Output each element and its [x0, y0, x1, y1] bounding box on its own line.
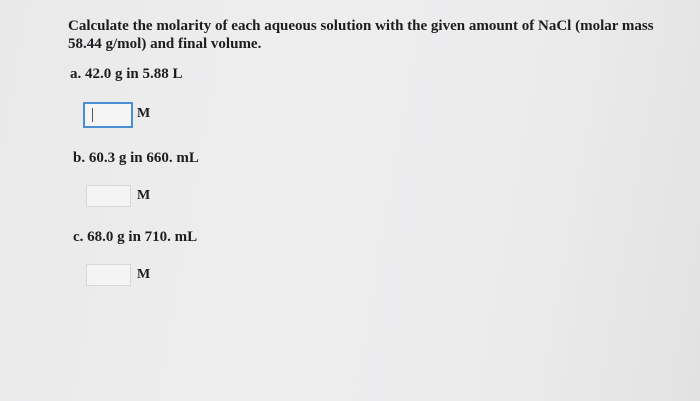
question-line-2: 58.44 g/mol) and final volume. — [68, 36, 262, 52]
part-a-unit: M — [137, 106, 151, 121]
question-text — [68, 17, 678, 53]
part-a-answer-input[interactable] — [83, 102, 133, 128]
part-c-unit: M — [137, 267, 151, 282]
part-a-label: a. 42.0 g in 5.88 L — [70, 66, 183, 82]
part-b-unit: M — [137, 188, 151, 203]
text-caret — [92, 108, 93, 122]
part-b-label: b. 60.3 g in 660. mL — [73, 150, 199, 166]
part-b-answer-input[interactable] — [86, 185, 131, 207]
question-line-1: Calculate the molarity of each aqueous solution with the given amount of NaCl (molar mass — [68, 18, 654, 34]
part-c-label: c. 68.0 g in 710. mL — [73, 229, 198, 245]
part-c-answer-input[interactable] — [86, 264, 131, 286]
